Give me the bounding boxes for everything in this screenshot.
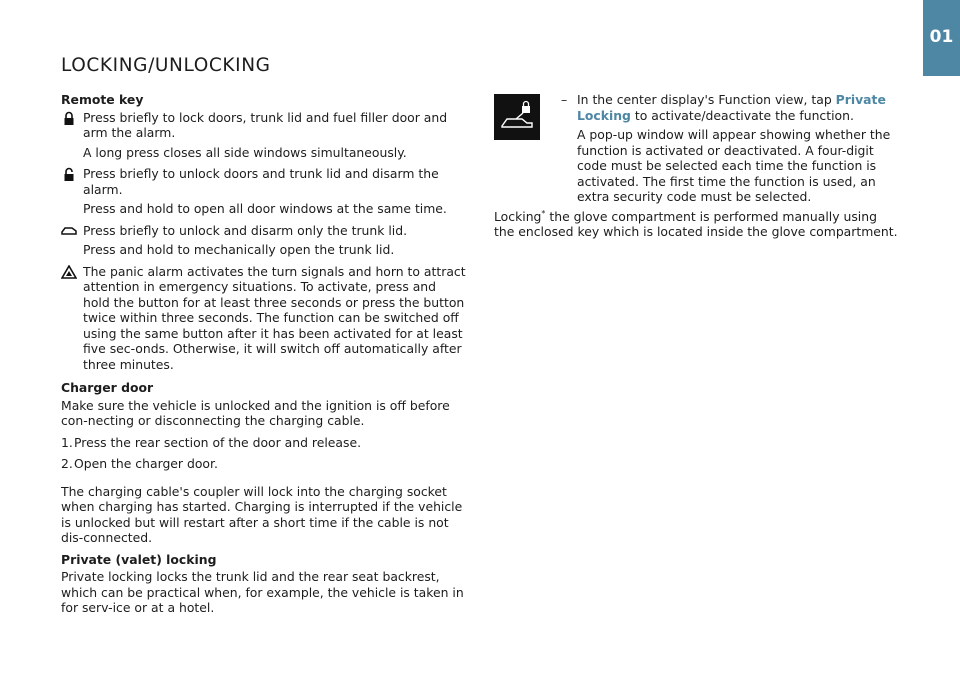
- charger-step: [61, 456, 466, 472]
- remote-key-item-sub: Press and hold to open all door windows at the same time.: [83, 201, 447, 216]
- unlock-icon: [61, 167, 77, 181]
- option-asterisk: *: [541, 208, 546, 218]
- glove-compartment-text: [494, 209, 899, 240]
- remote-key-item-sub: A long press closes all side windows simultaneously.: [83, 144, 407, 160]
- remote-key-item-lock: [61, 110, 466, 141]
- lock-icon: [61, 111, 77, 125]
- remote-key-item-unlock: [61, 166, 466, 197]
- private-locking-instruction: [561, 92, 899, 205]
- private-locking-heading: Private (valet) locking: [61, 551, 217, 567]
- step-text: Press the rear section of the door and release.: [74, 434, 362, 450]
- remote-key-item-text: The panic alarm activates the turn signals and horn to attract attention in emergency situations. To activate, press and hold the button for at least three seconds or press the button twice within three seconds. The function can be switched off using the same button after it has been activated for at least five sec-onds. Otherwise, it will switch off automatically after three minutes.: [83, 263, 466, 372]
- remote-key-heading: Remote key: [61, 92, 144, 107]
- private-locking-link[interactable]: Private Locking: [577, 92, 886, 123]
- charger-door-heading: Charger door: [61, 380, 154, 395]
- panic-alarm-icon: [61, 265, 77, 279]
- right-column: [494, 92, 899, 240]
- remote-key-item-text: Press briefly to unlock doors and trunk lid and disarm the alarm.: [83, 166, 439, 197]
- step-text: Open the charger door.: [74, 456, 218, 471]
- dash-bullet: –: [561, 92, 568, 107]
- remote-key-item-panic: [61, 264, 466, 373]
- private-locking-text: Private locking locks the trunk lid and the rear seat backrest, which can be practical when, for example, the vehicle is taken in for serv-ice or at a hotel.: [61, 569, 464, 615]
- instruction-post: to activate/deactivate the function.: [634, 107, 854, 123]
- glove-post: the glove compartment is performed manually using the enclosed key which is located inside the glove compartment.: [494, 208, 898, 239]
- charger-door-intro: Make sure the vehicle is unlocked and the ignition is off before con-necting or disconnecting the charging cable.: [61, 397, 450, 428]
- step-number: 1.: [61, 434, 73, 450]
- page-title: LOCKING/UNLOCKING: [61, 55, 271, 76]
- remote-key-item-sub: Press and hold to mechanically open the trunk lid.: [83, 242, 395, 257]
- remote-key-item-text: Press briefly to unlock and disarm only the trunk lid.: [83, 222, 408, 238]
- left-column: [61, 92, 466, 616]
- chapter-tab: 01: [923, 0, 960, 76]
- trunk-icon: [61, 224, 77, 238]
- charger-door-note: The charging cable's coupler will lock into the charging socket when charging has started. Charging is interrupted if the vehicle is unlocked but will restart after a short time if the cable is not dis-connected.: [61, 483, 463, 545]
- instruction-pre: In the center display's Function view, tap: [577, 92, 832, 107]
- instruction-text: [577, 92, 899, 123]
- remote-key-item-text: Press briefly to lock doors, trunk lid and fuel filler door and arm the alarm.: [83, 109, 448, 140]
- charger-step: [61, 435, 466, 451]
- popup-description: A pop-up window will appear showing whether the function is activated or deactivated. A four-digit code must be selected each time the function is activated. The first time the function is used, an extra security code must be selected.: [577, 127, 891, 204]
- glove-pre: Locking: [494, 208, 542, 224]
- private-locking-car-icon: [494, 94, 540, 140]
- step-number: 2.: [61, 456, 73, 471]
- remote-key-item-trunk: [61, 223, 466, 239]
